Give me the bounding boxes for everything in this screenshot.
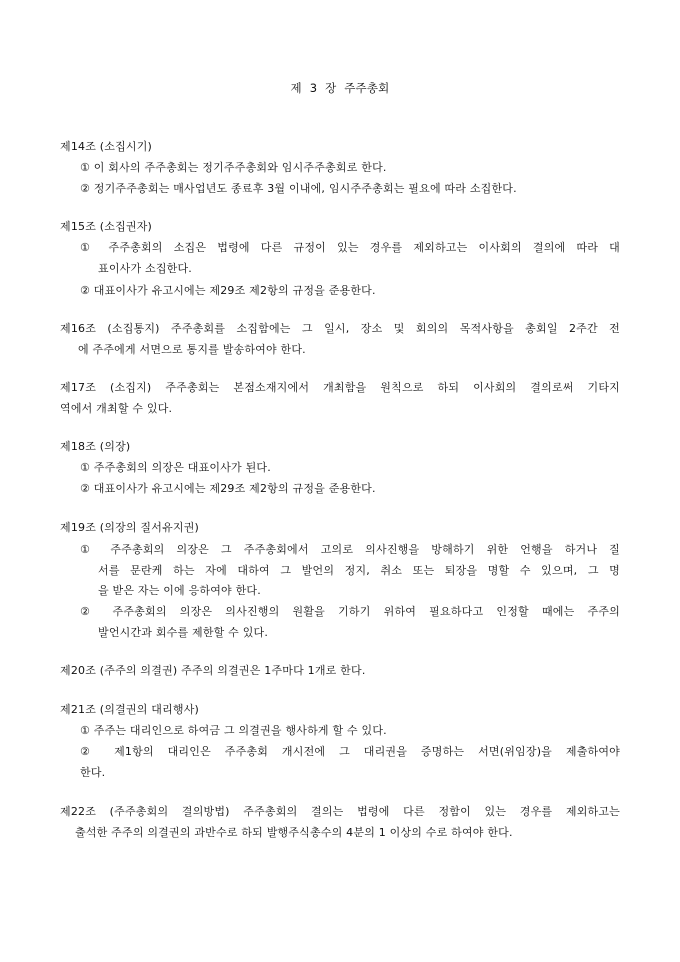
article-22-line-1: 제22조 (주주총회의 결의방법) 주주총회의 결의는 법령에 다른 정함이 있는 경우를 제외하고는 bbox=[60, 805, 620, 818]
article-14-item-2: ② 정기주주총회는 매사업년도 종료후 3월 이내에, 임시주주총회는 필요에 따라 소집한다. bbox=[80, 182, 517, 195]
article-19-item-1-cont-1: 서를 문란케 하는 자에 대하여 그 발언의 정지, 취소 또는 퇴장을 명할 수 있으며, 그 명 bbox=[98, 564, 620, 577]
article-15-item-1-cont: 표이사가 소집한다. bbox=[98, 262, 193, 275]
article-18-item-1: ① 주주총회의 의장은 대표이사가 된다. bbox=[80, 461, 271, 474]
article-22-line-2: 출석한 주주의 의결권의 과반수로 하되 발행주식총수의 4분의 1 이상의 수로 하여야 한다. bbox=[75, 826, 513, 839]
article-19-item-1: ① 주주총회의 의장은 그 주주총회에서 고의로 의사진행을 방해하기 위한 언행을 하거나 질 bbox=[80, 543, 620, 556]
article-15-heading: 제15조 (소집권자) bbox=[60, 220, 153, 233]
article-16-line-1: 제16조 (소집통지) 주주총회를 소집함에는 그 일시, 장소 및 회의의 목적사항을 총회일 2주간 전 bbox=[60, 322, 620, 335]
article-15-item-1: ① 주주총회의 소집은 법령에 다른 규정이 있는 경우를 제외하고는 이사회의 결의에 따라 대 bbox=[80, 241, 620, 254]
article-19-item-2-cont: 발언시간과 회수를 제한할 수 있다. bbox=[98, 626, 269, 639]
article-19-item-1-cont-2: 을 받은 자는 이에 응하여야 한다. bbox=[98, 584, 261, 597]
chapter-title: 제 3 장 주주총회 bbox=[290, 81, 390, 95]
article-16-line-2: 에 주주에게 서면으로 통지를 발송하여야 한다. bbox=[78, 343, 306, 356]
article-18-heading: 제18조 (의장) bbox=[60, 440, 131, 453]
article-18-item-2: ② 대표이사가 유고시에는 제29조 제2항의 규정을 준용한다. bbox=[80, 482, 376, 495]
article-14-heading: 제14조 (소집시기) bbox=[60, 140, 153, 153]
article-21-item-2-cont: 한다. bbox=[80, 766, 106, 779]
article-20-line-1: 제20조 (주주의 의결권) 주주의 의결권은 1주마다 1개로 한다. bbox=[60, 664, 366, 677]
article-19-heading: 제19조 (의장의 질서유지권) bbox=[60, 521, 200, 534]
article-21-item-1: ① 주주는 대리인으로 하여금 그 의결권을 행사하게 할 수 있다. bbox=[80, 724, 387, 737]
article-17-line-2: 역에서 개최할 수 있다. bbox=[60, 402, 173, 415]
article-14-item-1: ① 이 회사의 주주총회는 정기주주총회와 임시주주총회로 한다. bbox=[80, 161, 387, 174]
article-21-heading: 제21조 (의결권의 대리행사) bbox=[60, 703, 200, 716]
article-15-item-2: ② 대표이사가 유고시에는 제29조 제2항의 규정을 준용한다. bbox=[80, 284, 376, 297]
article-17-line-1: 제17조 (소집지) 주주총회는 본점소재지에서 개최함을 원칙으로 하되 이사회의 결의로써 기타지 bbox=[60, 381, 620, 394]
article-21-item-2: ② 제1항의 대리인은 주주총회 개시전에 그 대리권을 증명하는 서면(위임장)을 제출하여야 bbox=[80, 745, 620, 758]
article-19-item-2: ② 주주총회의 의장은 의사진행의 원활을 기하기 위하여 필요하다고 인정할 때에는 주주의 bbox=[80, 605, 620, 618]
